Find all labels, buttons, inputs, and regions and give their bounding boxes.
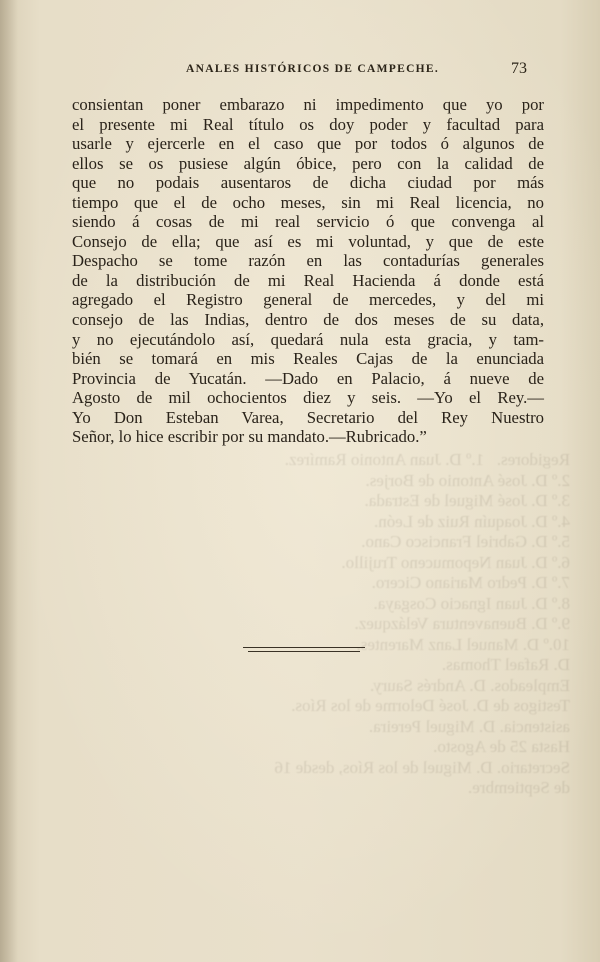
body-text bbox=[72, 95, 544, 447]
text-line: usarle y ejercerle en el caso que por todos ó algunos de bbox=[72, 134, 544, 154]
running-head: ANALES HISTÓRICOS DE CAMPECHE. bbox=[186, 63, 440, 75]
text-line: consejo de las Indias, dentro de dos meses de su data, bbox=[72, 310, 544, 330]
section-divider bbox=[243, 646, 365, 654]
text-line: y no ejecutándolo así, quedará nula esta gracia, y tam- bbox=[72, 329, 544, 349]
text-line: bién se tomará en mis Reales Cajas de la enunciada bbox=[72, 349, 544, 369]
text-line: tiempo que el de ocho meses, sin mi Real licencia, no bbox=[72, 192, 544, 212]
text-line: ellos se os pusiese algún óbice, pero con la calidad de bbox=[72, 153, 544, 173]
reverse-page-bleed-through: Regidores. 1.º D. Juan Antonio Ramírez. 2.º D. José Antonio de Borjes. 3.º D. José Miguel de Estrada. 4.º D. Joaquín Ruiz de León. 5.º D. Gabriel Francisco Cano. 6.º D. Juan Nepomuceno Trujillo. 7.º D. Pedro Mariano Cicero. 8.º D. Juan Ignacio Cosgaya. 9.º D. Buenaventura Velázquez. 10.º D. Manuel Lanz Marentes. D. Rafael Thomas. Empleados. D. Andrés Saury. Testigos de D. José Delorme de los Ríos. asistencia. D. Miguel Pereira. Hasta 25 de Agosto. Secretario. D. Miguel de los Ríos, desde 16 de Septiembre. bbox=[274, 450, 570, 797]
text-line: que no podais ausentaros de dicha ciudad por más bbox=[72, 173, 544, 193]
spine-shadow bbox=[0, 0, 18, 962]
text-line: Yo Don Esteban Varea, Secretario del Rey Nuestro bbox=[72, 407, 544, 427]
text-line: de la distribución de mi Real Hacienda á donde está bbox=[72, 270, 544, 290]
text-line: Agosto de mil ochocientos diez y seis. —Yo el Rey.— bbox=[72, 388, 544, 408]
text-line: Señor, lo hice escribir por su mandato.—Rubricado.” bbox=[72, 427, 427, 447]
text-line: agregado el Registro general de mercedes, y del mi bbox=[72, 290, 544, 310]
text-line: Consejo de ella; que así es mi voluntad, y que de este bbox=[72, 231, 544, 251]
divider-rule bbox=[243, 647, 365, 648]
text-line: Provincia de Yucatán. —Dado en Palacio, á nueve de bbox=[72, 368, 544, 388]
divider-rule bbox=[248, 651, 360, 652]
page-number: 73 bbox=[511, 60, 527, 77]
text-line: siendo á cosas de mi real servicio ó que convenga al bbox=[72, 212, 544, 232]
text-line: consientan poner embarazo ni impedimento que yo por bbox=[72, 95, 544, 114]
text-line: Despacho se tome razón en las contadurías generales bbox=[72, 251, 544, 271]
text-line: el presente mi Real título os doy poder y facultad para bbox=[72, 114, 544, 134]
